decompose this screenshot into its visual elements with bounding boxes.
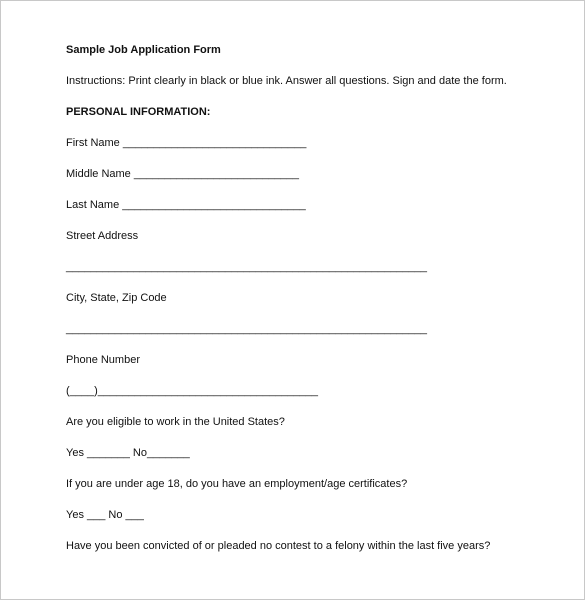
last-name-field[interactable]: Last Name ______________________________	[66, 199, 306, 211]
first-name-field[interactable]: First Name ______________________________	[66, 137, 307, 149]
felony-question: Have you been convicted of or pleaded no contest to a felony within the last five years?	[66, 540, 491, 552]
street-address-label: Street Address	[66, 230, 139, 242]
street-address-field[interactable]: ___________________________________________________________	[66, 261, 427, 273]
city-state-zip-label: City, State, Zip Code	[66, 292, 167, 304]
age-certificate-answer[interactable]: Yes ___ No ___	[66, 509, 144, 521]
instructions-text: Instructions: Print clearly in black or blue ink. Answer all questions. Sign and date the form.	[66, 75, 507, 87]
phone-label: Phone Number	[66, 354, 140, 366]
form-title: Sample Job Application Form	[66, 44, 221, 56]
section-heading: PERSONAL INFORMATION:	[66, 106, 211, 118]
eligibility-answer[interactable]: Yes _______ No_______	[66, 447, 190, 459]
age-certificate-question: If you are under age 18, do you have an employment/age certificates?	[66, 478, 408, 490]
eligibility-question: Are you eligible to work in the United States?	[66, 416, 285, 428]
phone-field[interactable]: (____)____________________________________	[66, 385, 319, 397]
middle-name-field[interactable]: Middle Name ___________________________	[66, 168, 300, 180]
city-state-zip-field[interactable]: ___________________________________________________________	[66, 323, 427, 335]
